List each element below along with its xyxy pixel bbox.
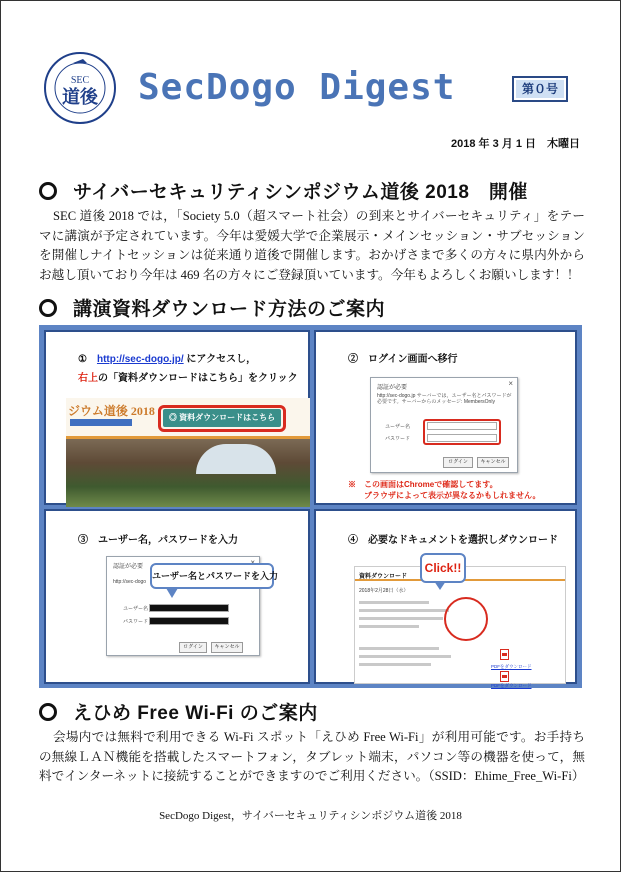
svg-text:道後: 道後: [62, 87, 98, 108]
section-heading-wifi: えひめ Free Wi-Fi のご案内: [39, 698, 318, 725]
step3-label: ③ ユーザー名，パスワードを入力: [78, 535, 238, 546]
close-icon[interactable]: ×: [508, 379, 513, 388]
step4-label: ④ 必要なドキュメントを選択しダウンロード: [348, 535, 558, 546]
download-materials-button[interactable]: ◎ 資料ダウンロードはこちら: [163, 409, 281, 427]
browser-note-line1: ※ この画面はChromeで確認してます。: [348, 480, 498, 489]
step1-line2: 右上の「資料ダウンロードはこちら」をクリック: [78, 373, 298, 384]
newsletter-title: SecDogo Digest: [138, 67, 456, 108]
circle-marker-icon: [39, 703, 57, 721]
wifi-paragraph: 会場内では無料で利用できる Wi-Fi スポット「えひめ Free Wi-Fi」が利用可能です。お手持ちの無線ＬＡＮ機能を搭載したスマートフォン，タブレット端末，パソコン等の機器を使って，無料でインターネットに接続することができますのでご利用ください。（SSID：Ehime_Free_Wi-Fi）: [39, 730, 585, 783]
issue-date: 2018 年 3 月 1 日 木曜日: [451, 138, 580, 150]
download-steps-figure: [39, 325, 582, 688]
step1-line1: ① http://sec-dogo.jp/ にアクセスし，: [78, 354, 257, 365]
site-banner: ジウム道後 2018: [68, 404, 155, 418]
step-panel-3: [44, 509, 310, 684]
browser-note-line2: ブラウザによって表示が異なるかもしれません。: [364, 491, 541, 500]
download-page-screenshot: 資料ダウンロード 2018年2月28日（水） PDFをダウンロード PDFをダウンロード: [354, 566, 566, 684]
auth-dialog: 認証が必要 http://sec-dogo ユーザー名 パスワード ログイン キャンセル: [106, 556, 260, 656]
callout-tail: [434, 581, 446, 590]
sec-dogo-link[interactable]: http://sec-dogo.jp/: [96, 354, 184, 365]
sec-dogo-logo: [43, 51, 117, 125]
step-panel-1: [44, 330, 310, 505]
section-heading-download: 講演資料ダウンロード方法のご案内: [39, 294, 385, 321]
symposium-paragraph: SEC 道後 2018 では，「Society 5.0（超スマート社会）の到来とサイバーセキュリティ」をテーマに講演が予定されています。今年は愛媛大学で企業展示・メインセッション・サブセッションを開催しナイトセッションは従来通り道後で開催します。おかげさまで多くの方々に県内外からお越し頂いており今年は 469 名の方々にご登録頂いています。今年もよろしくお願いします！！: [39, 209, 585, 282]
svg-text:SEC: SEC: [70, 75, 90, 86]
username-input[interactable]: [149, 604, 229, 612]
instruction-callout: ユーザー名とパスワードを入力: [150, 563, 274, 589]
social-buttons: [70, 419, 132, 426]
section-heading-symposium: サイバーセキュリティシンポジウム道後 2018 開催: [39, 177, 528, 204]
step2-label: ② ログイン画面へ移行: [348, 354, 458, 365]
pdf-icon[interactable]: [500, 671, 509, 682]
issue-badge: 第０号: [512, 76, 568, 102]
circle-marker-icon: [39, 299, 57, 317]
auth-dialog: 認証が必要 × http://sec-dogo.jp サーバーでは，ユーザー名とパスワードが必要です。サーバーからのメッセージ: MembersOnly ユーザー名 パスワード ログイン キャンセル: [370, 377, 518, 473]
login-button[interactable]: ログイン: [179, 642, 207, 653]
page-footer: SecDogo Digest，サイバーセキュリティシンポジウム道後 2018: [159, 810, 462, 822]
highlight-ring: [444, 597, 488, 641]
circle-marker-icon: [39, 182, 57, 200]
login-button[interactable]: ログイン: [443, 457, 473, 468]
cancel-button[interactable]: キャンセル: [211, 642, 243, 653]
pdf-icon[interactable]: [500, 649, 509, 660]
callout-tail: [166, 588, 178, 598]
password-input[interactable]: [149, 617, 229, 625]
click-callout: Click!!: [420, 553, 466, 583]
highlight-ring: [423, 419, 501, 445]
cancel-button[interactable]: キャンセル: [477, 457, 509, 468]
step-panel-4: [314, 509, 577, 688]
step-panel-2: [314, 330, 577, 505]
